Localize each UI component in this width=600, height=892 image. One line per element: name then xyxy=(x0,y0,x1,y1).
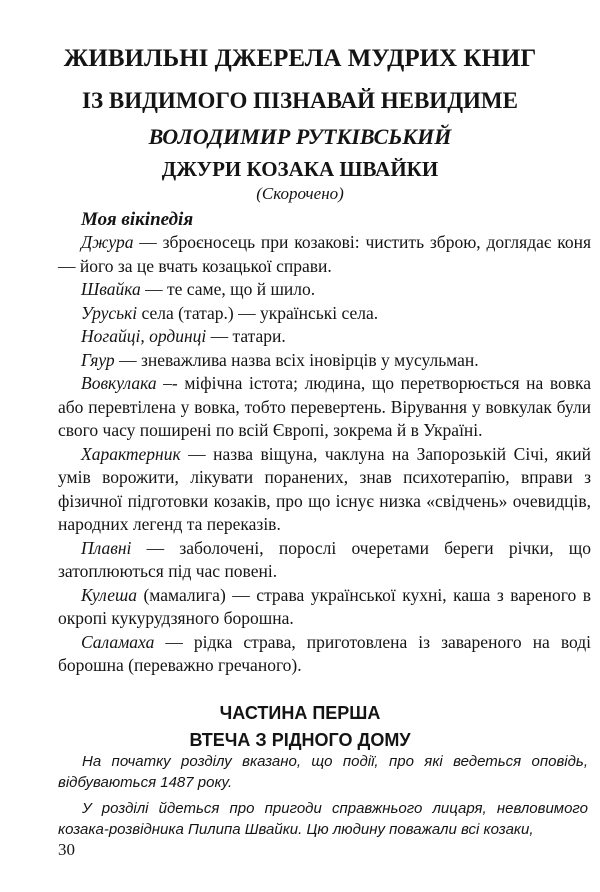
series-title: ЖИВИЛЬНІ ДЖЕРЕЛА МУДРИХ КНИГ xyxy=(63,45,537,72)
abridged-note: (Скорочено) xyxy=(256,184,344,203)
glossary-entry xyxy=(58,349,591,373)
section-title: ІЗ ВИДИМОГО ПІЗНАВАЙ НЕВИДИМЕ xyxy=(82,88,518,113)
glossary-entry xyxy=(58,325,591,349)
glossary-entry xyxy=(58,631,591,678)
glossary xyxy=(58,231,591,678)
glossary-definition: –- міфічна істота; людина, що перетворюється на вовка або перевтілена у вовка, тобто перевертень. Вірування у вовкулак були свого часу поширені по всій Європі, зокрема й в Україні. xyxy=(58,373,591,440)
glossary-term: Гяур xyxy=(81,349,115,370)
glossary-term: Джура xyxy=(81,232,134,252)
glossary-term: Характерник xyxy=(81,443,181,464)
glossary-entry xyxy=(58,372,591,443)
glossary-term: Уруські xyxy=(81,302,138,323)
chapter-intro xyxy=(58,751,588,845)
glossary-entry xyxy=(58,443,591,537)
glossary-definition: — татари. xyxy=(206,326,286,346)
glossary-entry xyxy=(58,278,591,302)
glossary-term: Ногайці, ординці xyxy=(81,326,207,346)
glossary-term: Швайка xyxy=(81,279,141,299)
glossary-term: Саламаха xyxy=(81,631,155,652)
chapter-heading: ВТЕЧА З РІДНОГО ДОМУ xyxy=(189,730,411,750)
glossary-definition: — зброєносець при козакові: чистить зброю, доглядає коня — його за це вчать козацької справи. xyxy=(58,232,591,276)
glossary-definition: — зневажлива назва всіх іновірців у мусульман. xyxy=(114,349,479,370)
glossary-definition: — те саме, що й шило. xyxy=(140,279,316,299)
glossary-term: Вовкулака xyxy=(81,373,157,393)
page-number: 30 xyxy=(58,840,75,859)
part-heading: ЧАСТИНА ПЕРША xyxy=(219,703,381,723)
wiki-title: Моя вікіпедія xyxy=(81,209,194,230)
intro-paragraph: На початку розділу вказано, що події, про які ведеться оповідь, відбуваються 1487 року. xyxy=(58,753,588,791)
glossary-definition: — рідка страва, приготовлена із завареного на воді борошна (переважно гречаного). xyxy=(58,631,591,675)
glossary-term: Плавні xyxy=(81,537,132,558)
glossary-definition: — заболочені, порослі очеретами береги річки, що затоплюються під час повені. xyxy=(58,537,591,581)
glossary-definition: — назва віщуна, чаклуна на Запорозькій Січі, який умів ворожити, лікувати поранених, знав психотерапію, вправи з фізичної підготовки козаків, про що існує низка «свідчень» очевидців, народних легенд та переказів. xyxy=(58,443,591,534)
glossary-definition: (мамалига) — страва української кухні, каша з вареного в окропі кукурудзяного борошна. xyxy=(58,584,591,628)
intro-paragraph: У розділі йдеться про пригоди справжнього лицаря, невловимого козака-розвідника Пилипа Швайки. Цю людину поважали всі козаки, xyxy=(58,800,588,838)
glossary-entry xyxy=(58,584,591,631)
glossary-entry xyxy=(58,537,591,584)
glossary-term: Кулеша xyxy=(81,584,137,605)
author-name: ВОЛОДИМИР РУТКІВСЬКИЙ xyxy=(148,124,452,149)
glossary-entry xyxy=(58,231,591,278)
glossary-entry xyxy=(58,302,591,326)
work-title: ДЖУРИ КОЗАКА ШВАЙКИ xyxy=(161,157,439,181)
glossary-definition: села (татар.) — українські села. xyxy=(137,302,379,323)
